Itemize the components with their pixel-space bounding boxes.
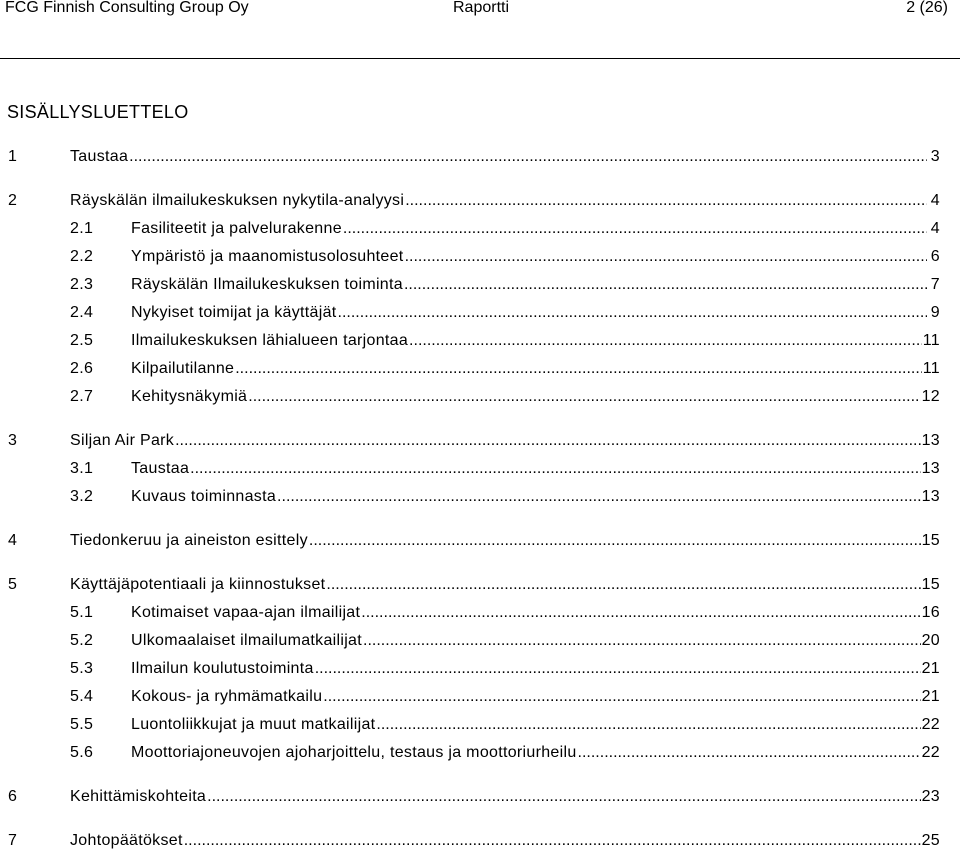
toc-entry-line bbox=[131, 686, 940, 708]
toc-entry-label: Kokous- ja ryhmämatkailu bbox=[131, 688, 323, 705]
toc-entry-number: 5.6 bbox=[70, 744, 94, 761]
page-header bbox=[0, 0, 960, 20]
toc-entry[interactable] bbox=[0, 302, 960, 324]
toc-entry[interactable] bbox=[0, 786, 960, 808]
toc-entry[interactable] bbox=[0, 686, 960, 708]
toc-entry[interactable] bbox=[0, 714, 960, 736]
toc-entry-page: 7 bbox=[930, 276, 940, 293]
toc-dot-leader bbox=[323, 686, 920, 708]
toc-entry-label: Kehittämiskohteita bbox=[70, 788, 207, 805]
toc-entry-page: 4 bbox=[930, 220, 940, 237]
toc-entry-label: Siljan Air Park bbox=[70, 432, 175, 449]
toc-entry-number: 2.3 bbox=[70, 276, 94, 293]
toc-entry-line bbox=[131, 386, 940, 408]
toc-dot-leader bbox=[363, 630, 921, 652]
toc-entry[interactable] bbox=[0, 190, 960, 212]
toc-entry-label: Ilmailun koulutustoiminta bbox=[131, 660, 314, 677]
toc-entry-line bbox=[131, 246, 940, 268]
toc-dot-leader bbox=[184, 830, 921, 852]
toc-entry-number: 3 bbox=[8, 432, 18, 449]
toc-entry-number: 5 bbox=[8, 576, 18, 593]
toc-entry[interactable] bbox=[0, 486, 960, 508]
toc-entry-line bbox=[131, 274, 940, 296]
toc-entry-number: 5.1 bbox=[70, 604, 94, 621]
toc-entry-label: Kehitysnäkymiä bbox=[131, 388, 248, 405]
toc-entry[interactable] bbox=[0, 330, 960, 352]
toc-entry[interactable] bbox=[0, 658, 960, 680]
toc-title: SISÄLLYSLUETTELO bbox=[7, 102, 189, 122]
toc-dot-leader bbox=[578, 742, 921, 764]
header-document-type: Raportti bbox=[453, 0, 510, 16]
toc-entry-line bbox=[70, 574, 940, 596]
toc-entry-label: Tiedonkeruu ja aineiston esittely bbox=[70, 532, 308, 549]
toc-entry-page: 25 bbox=[921, 832, 940, 849]
toc-entry-line bbox=[70, 786, 940, 808]
toc-entry-number: 2.7 bbox=[70, 388, 94, 405]
toc-entry-number: 2.4 bbox=[70, 304, 94, 321]
toc-entry-page: 4 bbox=[930, 192, 940, 209]
toc-entry-label: Käyttäjäpotentiaali ja kiinnostukset bbox=[70, 576, 326, 593]
toc-entry-number: 2.2 bbox=[70, 248, 94, 265]
toc-entry-line bbox=[131, 602, 940, 624]
toc-entry-page: 21 bbox=[921, 688, 940, 705]
toc-entry-line bbox=[131, 358, 940, 380]
toc-entry-number: 4 bbox=[8, 532, 18, 549]
toc-dot-leader bbox=[338, 302, 927, 324]
toc-entry-label: Ulkomaalaiset ilmailumatkailijat bbox=[131, 632, 363, 649]
toc-entry-line bbox=[70, 530, 940, 552]
toc-entry-number: 3.1 bbox=[70, 460, 94, 477]
toc-entry-label: Kuvaus toiminnasta bbox=[131, 488, 277, 505]
toc-entry-label: Nykyiset toimijat ja käyttäjät bbox=[131, 304, 337, 321]
toc-entry-label: Luontoliikkujat ja muut matkailijat bbox=[131, 716, 376, 733]
toc-entry-line bbox=[70, 430, 940, 452]
toc-entry-page: 11 bbox=[922, 332, 940, 349]
toc-entry-page: 15 bbox=[921, 532, 940, 549]
toc-entry-label: Johtopäätökset bbox=[70, 832, 183, 849]
toc-entry[interactable] bbox=[0, 742, 960, 764]
toc-entry[interactable] bbox=[0, 386, 960, 408]
toc-entry-line bbox=[70, 830, 940, 852]
toc-entry-page: 13 bbox=[921, 488, 940, 505]
toc-entry-label: Fasiliteetit ja palvelurakenne bbox=[131, 220, 342, 237]
toc-dot-leader bbox=[376, 714, 920, 736]
toc-entry[interactable] bbox=[0, 830, 960, 852]
toc-entry[interactable] bbox=[0, 246, 960, 268]
toc-entry-label: Räyskälän Ilmailukeskuksen toiminta bbox=[131, 276, 403, 293]
toc-entry-line bbox=[131, 486, 940, 508]
toc-entry-label: Kotimaiset vapaa-ajan ilmailijat bbox=[131, 604, 361, 621]
toc-dot-leader bbox=[409, 330, 922, 352]
toc-entry-line bbox=[70, 190, 940, 212]
toc-entry-number: 2.5 bbox=[70, 332, 94, 349]
toc-entry-number: 6 bbox=[8, 788, 18, 805]
header-divider bbox=[0, 58, 960, 59]
toc-entry[interactable] bbox=[0, 630, 960, 652]
toc-entry-number: 5.4 bbox=[70, 688, 94, 705]
toc-entry-page: 12 bbox=[921, 388, 940, 405]
toc-entry-number: 5.3 bbox=[70, 660, 94, 677]
toc-dot-leader bbox=[405, 246, 927, 268]
toc-entry-label: Moottoriajoneuvojen ajoharjoittelu, testaus ja moottoriurheilu bbox=[131, 744, 577, 761]
toc-entry-line bbox=[131, 218, 940, 240]
toc-entry-line bbox=[70, 146, 940, 168]
toc-dot-leader bbox=[235, 358, 922, 380]
toc-dot-leader bbox=[277, 486, 921, 508]
toc-dot-leader bbox=[405, 190, 927, 212]
toc-entry-page: 21 bbox=[921, 660, 940, 677]
toc-entry[interactable] bbox=[0, 574, 960, 596]
toc-dot-leader bbox=[248, 386, 920, 408]
toc-entry-label: Ympäristö ja maanomistusolosuhteet bbox=[131, 248, 404, 265]
toc-dot-leader bbox=[175, 430, 921, 452]
toc-entry-label: Taustaa bbox=[131, 460, 190, 477]
toc-entry[interactable] bbox=[0, 430, 960, 452]
toc-dot-leader bbox=[309, 530, 921, 552]
toc-entry-page: 15 bbox=[921, 576, 940, 593]
toc-entry-page: 16 bbox=[921, 604, 940, 621]
toc-entry-number: 2 bbox=[8, 192, 18, 209]
toc-entry-number: 5.5 bbox=[70, 716, 94, 733]
toc-entry-label: Räyskälän ilmailukeskuksen nykytila-analyysi bbox=[70, 192, 405, 209]
toc-entry[interactable] bbox=[0, 530, 960, 552]
toc-entry-page: 13 bbox=[921, 432, 940, 449]
toc-dot-leader bbox=[361, 602, 920, 624]
toc-entry-page: 23 bbox=[921, 788, 940, 805]
toc-entry-number: 2.6 bbox=[70, 360, 94, 377]
toc-entry-line bbox=[131, 330, 940, 352]
toc-entry-line bbox=[131, 458, 940, 480]
toc-entry[interactable] bbox=[0, 602, 960, 624]
toc-entry-page: 22 bbox=[921, 744, 940, 761]
toc-dot-leader bbox=[404, 274, 927, 296]
toc-entry-number: 1 bbox=[8, 148, 18, 165]
toc-dot-leader bbox=[207, 786, 920, 808]
toc-entry[interactable] bbox=[0, 458, 960, 480]
toc-entry-label: Ilmailukeskuksen lähialueen tarjontaa bbox=[131, 332, 409, 349]
toc-dot-leader bbox=[315, 658, 921, 680]
toc-entry-page: 6 bbox=[930, 248, 940, 265]
toc-dot-leader bbox=[190, 458, 920, 480]
toc-entry-number: 3.2 bbox=[70, 488, 94, 505]
toc-entry-number: 5.2 bbox=[70, 632, 94, 649]
toc-entry-page: 9 bbox=[930, 304, 940, 321]
toc-entry[interactable] bbox=[0, 274, 960, 296]
toc-entry-page: 3 bbox=[930, 148, 940, 165]
toc-entry-page: 13 bbox=[921, 460, 940, 477]
toc-entry-label: Taustaa bbox=[70, 148, 129, 165]
toc-entry-page: 11 bbox=[922, 360, 940, 377]
header-page-number: 2 (26) bbox=[906, 0, 948, 16]
toc-dot-leader bbox=[343, 218, 927, 240]
toc-entry-line bbox=[131, 742, 940, 764]
toc-entry-line bbox=[131, 714, 940, 736]
toc-dot-leader bbox=[129, 146, 927, 168]
toc-entry-number: 7 bbox=[8, 832, 18, 849]
toc-entry-line bbox=[131, 658, 940, 680]
toc-entry[interactable] bbox=[0, 146, 960, 168]
toc-entry-number: 2.1 bbox=[70, 220, 94, 237]
toc-entry-line bbox=[131, 630, 940, 652]
toc-entry[interactable] bbox=[0, 218, 960, 240]
toc-entry-page: 22 bbox=[921, 716, 940, 733]
header-company: FCG Finnish Consulting Group Oy bbox=[5, 0, 249, 16]
toc-entry-label: Kilpailutilanne bbox=[131, 360, 235, 377]
toc-entry-line bbox=[131, 302, 940, 324]
toc-entry-page: 20 bbox=[921, 632, 940, 649]
toc-entry[interactable] bbox=[0, 358, 960, 380]
toc-dot-leader bbox=[326, 574, 920, 596]
